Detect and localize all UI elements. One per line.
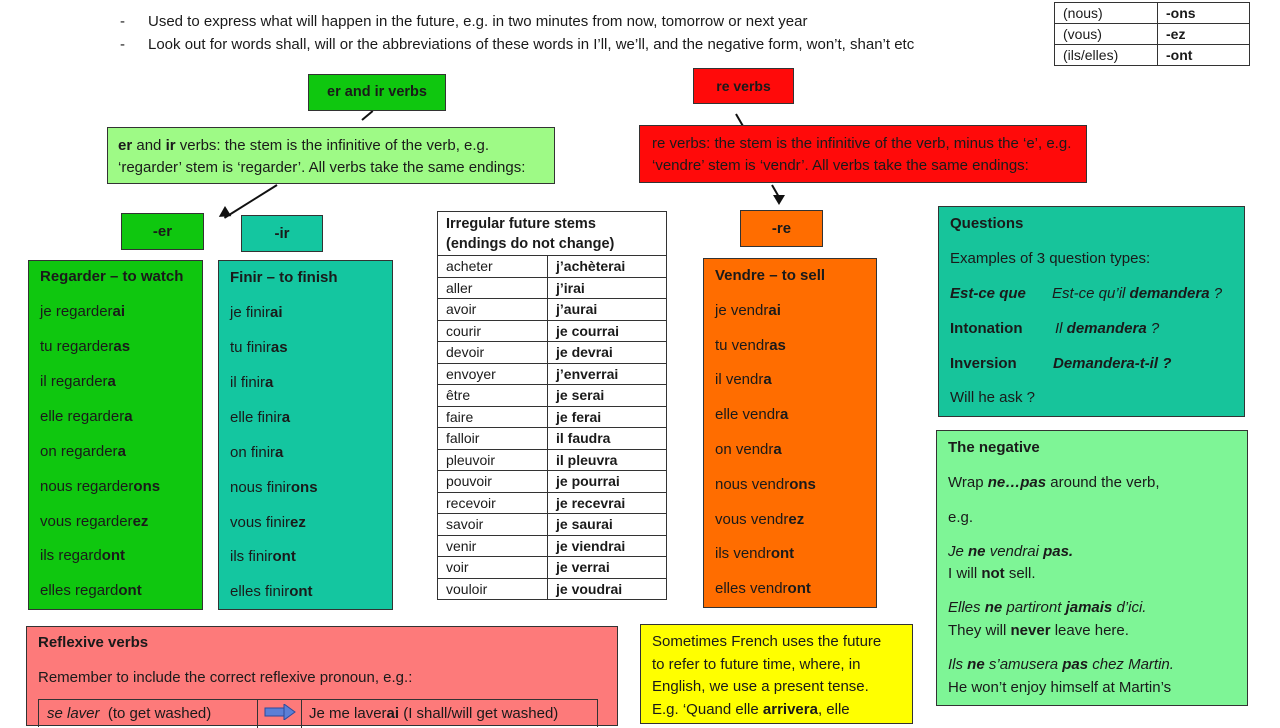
stem: elles vendr xyxy=(715,580,788,597)
cell-divider xyxy=(257,700,258,728)
stem: il vendr xyxy=(715,371,764,388)
table-row xyxy=(438,557,667,579)
ending: ai xyxy=(768,302,781,319)
irregular-title: Irregular future stems xyxy=(446,216,596,232)
future-stem-cell: il faudra xyxy=(548,428,667,450)
meaning: (to get washed) xyxy=(107,705,212,722)
question-translation: Will he ask ? xyxy=(950,389,1036,406)
intro-text-1: Used to express what will happen in the future, e.g. in two minutes from now, tomorrow or next year xyxy=(148,13,808,30)
ending: as xyxy=(769,337,786,354)
regarder-title: Regarder – to watch xyxy=(40,268,184,285)
stem: elle regarder xyxy=(40,408,125,425)
text: Est-ce qu’il xyxy=(1052,285,1130,302)
text: I will xyxy=(948,565,982,582)
er-ir-heading: er and ir verbs xyxy=(308,74,446,111)
question-type: Intonation xyxy=(950,320,1023,337)
questions-title: Questions xyxy=(950,215,1024,232)
ending: ons xyxy=(789,476,816,493)
table-row xyxy=(438,449,667,471)
list-item xyxy=(40,373,116,390)
ending: a xyxy=(773,441,782,458)
stem: vous finir xyxy=(230,514,291,531)
intro-line-1 xyxy=(120,13,807,30)
list-item xyxy=(40,547,125,564)
usage-line: English, we use a present tense. xyxy=(652,678,869,695)
ending: ons xyxy=(290,479,318,496)
future-stem-cell: j’aurai xyxy=(548,299,667,321)
text: E.g. ‘Quand elle xyxy=(652,700,763,718)
vendre-title: Vendre – to sell xyxy=(715,267,826,284)
bold: demandera xyxy=(1066,320,1147,337)
table-row xyxy=(438,428,667,450)
infinitive-cell: pouvoir xyxy=(438,471,548,493)
table-row xyxy=(438,385,667,407)
infinitive-cell: envoyer xyxy=(438,363,548,385)
list-item xyxy=(230,339,288,356)
intro-line-2 xyxy=(120,36,914,53)
question-type: Inversion xyxy=(950,355,1017,372)
er-bold: er xyxy=(118,137,133,154)
stem: elle finir xyxy=(230,409,282,426)
ending-cell: -ont xyxy=(1158,45,1250,66)
er-ir-description xyxy=(107,127,555,184)
future-stem-cell: il pleuvra xyxy=(548,449,667,471)
stem: il regarder xyxy=(40,373,108,390)
stem: elle vendr xyxy=(715,406,781,423)
stem: nous vendr xyxy=(715,476,790,493)
ending: a xyxy=(763,371,772,388)
infinitive-cell: faire xyxy=(438,406,548,428)
arrowhead-icon xyxy=(773,195,785,205)
pronoun-cell: (vous) xyxy=(1055,24,1158,45)
list-item xyxy=(715,302,781,319)
text: partiront xyxy=(1002,599,1066,616)
text: d’ici. xyxy=(1112,599,1147,616)
stem: on regarder xyxy=(40,443,118,460)
ending: as xyxy=(270,339,288,356)
list-item xyxy=(40,338,130,355)
text: and xyxy=(132,137,166,154)
arrowhead-icon xyxy=(216,206,232,222)
irregular-table xyxy=(437,255,667,600)
ending: a xyxy=(107,373,116,390)
list-item xyxy=(715,545,794,562)
negative-title: The negative xyxy=(948,439,1040,456)
future-stem-cell: j’achèterai xyxy=(548,256,667,278)
table-row xyxy=(438,299,667,321)
list-item xyxy=(715,476,816,493)
connector-line xyxy=(361,110,373,121)
ending: ont xyxy=(118,582,142,599)
negative-example-fr xyxy=(948,599,1146,616)
infinitive-cell: acheter xyxy=(438,256,548,278)
er-label: -er xyxy=(121,213,204,250)
ending: ez xyxy=(132,513,149,530)
ending: a xyxy=(275,444,284,461)
table-row xyxy=(438,406,667,428)
stem: vous vendr xyxy=(715,511,789,528)
ending: a xyxy=(780,406,789,423)
text: leave here. xyxy=(1050,622,1129,639)
stem: il finir xyxy=(230,374,266,391)
ending: ons xyxy=(133,478,161,495)
bold: never xyxy=(1010,622,1051,639)
ending: ez xyxy=(788,511,805,528)
question-type: Est-ce que xyxy=(950,285,1026,302)
future-stem-cell: je serai xyxy=(548,385,667,407)
infinitive-cell: falloir xyxy=(438,428,548,450)
table-row xyxy=(438,471,667,493)
ending: a xyxy=(265,374,274,391)
future-stem-cell: je devrai xyxy=(548,342,667,364)
ending: ont xyxy=(101,547,126,564)
reflexive-box xyxy=(26,626,618,726)
irregular-heading xyxy=(437,211,667,255)
text: Elles xyxy=(948,599,985,616)
ending: ont xyxy=(787,580,811,597)
future-stem-cell: je voudrai xyxy=(548,578,667,600)
ending: a xyxy=(281,409,291,426)
negative-example-en xyxy=(948,565,1036,582)
future-stem-cell: je recevrai xyxy=(548,492,667,514)
ending: ai xyxy=(112,303,126,320)
list-item xyxy=(230,583,313,600)
future-stem-cell: je pourrai xyxy=(548,471,667,493)
table-row xyxy=(438,320,667,342)
future-stem-cell: je verrai xyxy=(548,557,667,579)
stem: ils vendr xyxy=(715,545,771,562)
bold: ne xyxy=(968,543,986,560)
bold: ne xyxy=(967,656,985,673)
ending: ai xyxy=(270,304,283,321)
table-row xyxy=(438,277,667,299)
list-item xyxy=(230,304,283,321)
ending: ez xyxy=(290,514,306,531)
text: Il xyxy=(1055,320,1067,337)
re-description: re verbs: the stem is the infinitive of the verb, minus the ‘e’, e.g. ‘vendre’ stem is ‘vendr’. All verbs take the same endings: xyxy=(639,125,1087,183)
table-row xyxy=(438,578,667,600)
text: chez Martin. xyxy=(1088,656,1174,673)
stem: on vendr xyxy=(715,441,774,458)
text: Ils xyxy=(948,656,968,673)
negative-example-en: He won’t enjoy himself at Martin’s xyxy=(948,679,1172,696)
reflexive-verb-cell xyxy=(47,705,211,722)
stem: je vendr xyxy=(715,302,769,319)
ending-cell: -ons xyxy=(1158,3,1250,24)
list-item xyxy=(715,371,772,388)
stem: tu finir xyxy=(230,339,271,356)
text: s’amusera xyxy=(984,656,1063,673)
negative-eg: e.g. xyxy=(948,509,974,526)
stem: tu vendr xyxy=(715,337,770,354)
negative-example-en xyxy=(948,622,1129,639)
bullet-dash: - xyxy=(120,13,125,30)
verb: se laver xyxy=(47,705,100,722)
pronoun-cell: (nous) xyxy=(1055,3,1158,24)
ending: ont xyxy=(770,545,795,562)
table-row xyxy=(438,514,667,536)
ending: as xyxy=(113,338,131,355)
table-row xyxy=(1055,24,1250,45)
infinitive-cell: voir xyxy=(438,557,548,579)
text: ? xyxy=(1209,285,1223,302)
stem: elles finir xyxy=(230,583,290,600)
infinitive-cell: avoir xyxy=(438,299,548,321)
usage-line xyxy=(652,699,901,722)
re-label: -re xyxy=(740,210,823,247)
ir-bold: ir xyxy=(165,137,176,154)
stem: ils finir xyxy=(230,548,273,565)
reflexive-desc: Remember to include the correct reflexive pronoun, e.g.: xyxy=(38,669,413,686)
list-item xyxy=(230,479,318,496)
future-stem-cell: j’irai xyxy=(548,277,667,299)
re-heading: re verbs xyxy=(693,68,794,104)
usage-line: Sometimes French uses the future xyxy=(652,633,882,650)
ending: a xyxy=(117,443,126,460)
table-row xyxy=(438,535,667,557)
table-row xyxy=(438,492,667,514)
text: Wrap xyxy=(948,474,988,491)
list-item xyxy=(40,303,125,320)
reflexive-title: Reflexive verbs xyxy=(38,634,149,651)
text: verbs: the stem is the infinitive of the verb, e.g. ‘regarder’ stem is ‘regarder’. All verbs take the same endings: xyxy=(118,137,526,176)
list-item xyxy=(715,580,811,597)
bullet-dash: - xyxy=(120,36,125,53)
ir-label: -ir xyxy=(241,215,323,252)
bold: ne xyxy=(984,599,1003,616)
list-item xyxy=(40,408,133,425)
reflexive-result-cell xyxy=(309,705,558,722)
stem: nous finir xyxy=(230,479,291,496)
negative-rule xyxy=(948,474,1160,491)
text: around the verb, xyxy=(1046,474,1160,491)
question-example xyxy=(1052,285,1222,302)
reflexive-example-table xyxy=(38,699,598,727)
ending: a xyxy=(124,408,133,425)
future-stem-cell: j’enverrai xyxy=(548,363,667,385)
bold: not xyxy=(981,565,1005,582)
infinitive-cell: courir xyxy=(438,320,548,342)
arrow-right-icon xyxy=(264,704,294,718)
ending: ont xyxy=(289,583,313,600)
usage-line: to refer to future time, where, in xyxy=(652,655,861,673)
list-item xyxy=(715,441,782,458)
bold: demandera xyxy=(1129,285,1210,302)
future-stem-cell: je saurai xyxy=(548,514,667,536)
regarder-conjugation xyxy=(28,260,203,610)
irregular-subtitle: (endings do not change) xyxy=(446,236,615,252)
infinitive-cell: pleuvoir xyxy=(438,449,548,471)
intro-text-2: Look out for words shall, will or the abbreviations of these words in I’ll, we’ll, and the negative form, won’t, shan’t etc xyxy=(148,36,915,53)
negative-example-fr xyxy=(948,543,1073,560)
bold: ne…pas xyxy=(987,474,1047,491)
list-item xyxy=(40,478,160,495)
future-stem-cell: je courrai xyxy=(548,320,667,342)
question-example xyxy=(1055,320,1159,337)
cell-divider xyxy=(301,700,302,728)
stem: je regarder xyxy=(40,303,113,320)
bold: arrivera xyxy=(762,700,818,718)
future-stem-cell: je ferai xyxy=(548,406,667,428)
text: vendrai xyxy=(985,543,1044,560)
infinitive-cell: être xyxy=(438,385,548,407)
list-item xyxy=(230,514,306,531)
infinitive-cell: aller xyxy=(438,277,548,299)
pronoun-cell: (ils/elles) xyxy=(1055,45,1158,66)
future-usage-box xyxy=(640,624,913,724)
list-item xyxy=(230,409,290,426)
table-row xyxy=(438,256,667,278)
text: sell. xyxy=(1004,565,1036,582)
bold: pas xyxy=(1062,656,1089,673)
negative-box xyxy=(936,430,1248,706)
table-row xyxy=(438,342,667,364)
bold: pas. xyxy=(1043,543,1074,560)
list-item xyxy=(230,374,273,391)
stem: ils regard xyxy=(40,547,102,564)
text: Je me laver xyxy=(309,705,387,722)
vendre-conjugation xyxy=(703,258,877,608)
text: (I shall/will get washed) xyxy=(399,705,559,722)
stem: vous regarder xyxy=(40,513,133,530)
negative-example-fr xyxy=(948,656,1174,673)
list-item xyxy=(715,337,786,354)
list-item xyxy=(230,548,296,565)
questions-intro: Examples of 3 question types: xyxy=(950,250,1151,267)
infinitive-cell: savoir xyxy=(438,514,548,536)
finir-title: Finir – to finish xyxy=(230,269,338,286)
text: ? xyxy=(1146,320,1160,337)
stem: elles regard xyxy=(40,582,119,599)
arrow-er xyxy=(224,184,278,219)
text: , elle xyxy=(817,700,850,718)
infinitive-cell: vouloir xyxy=(438,578,548,600)
stem: on finir xyxy=(230,444,276,461)
infinitive-cell: recevoir xyxy=(438,492,548,514)
infinitive-cell: devoir xyxy=(438,342,548,364)
infinitive-cell: venir xyxy=(438,535,548,557)
table-row xyxy=(438,363,667,385)
stem: nous regarder xyxy=(40,478,134,495)
text: They will xyxy=(948,622,1011,639)
endings-table xyxy=(1054,2,1250,66)
list-item xyxy=(40,513,148,530)
bold: Demandera-t-il ? xyxy=(1053,355,1172,372)
questions-box xyxy=(938,206,1245,417)
stem: tu regarder xyxy=(40,338,114,355)
table-row xyxy=(1055,45,1250,66)
list-item xyxy=(715,511,804,528)
bold: jamais xyxy=(1065,599,1113,616)
list-item xyxy=(40,443,126,460)
future-stem-cell: je viendrai xyxy=(548,535,667,557)
question-example xyxy=(1053,355,1171,372)
text: Je xyxy=(948,543,969,560)
list-item xyxy=(230,444,283,461)
stem: je finir xyxy=(230,304,271,321)
ending: ont xyxy=(272,548,296,565)
list-item xyxy=(715,406,788,423)
list-item xyxy=(40,582,142,599)
table-row xyxy=(1055,3,1250,24)
ending-cell: -ez xyxy=(1158,24,1250,45)
bold: ai xyxy=(386,705,400,722)
finir-conjugation xyxy=(218,260,393,610)
